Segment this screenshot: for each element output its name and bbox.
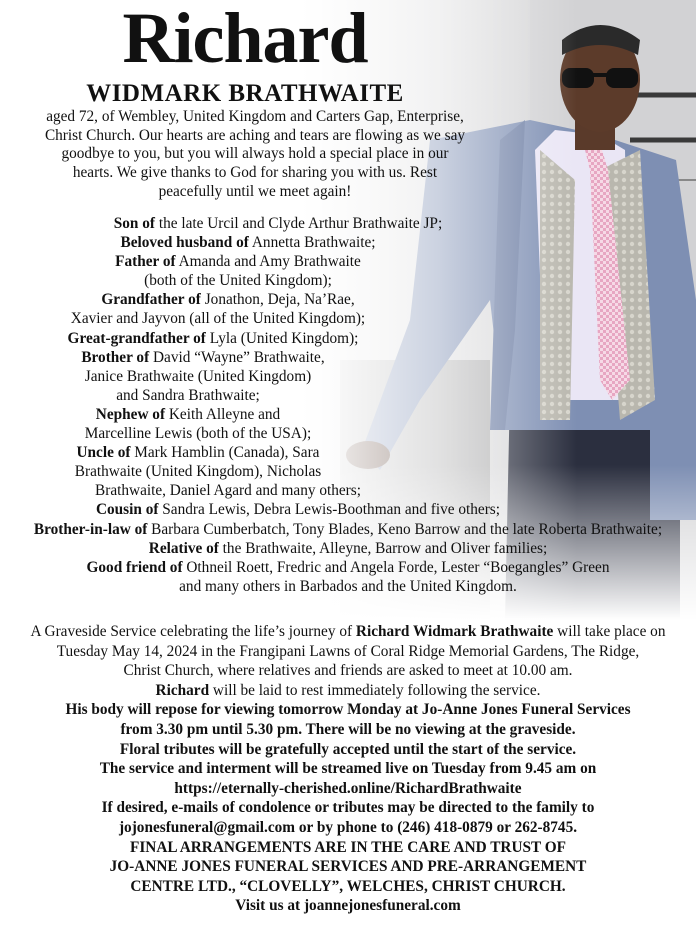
service-text: Tuesday May 14, 2024 in the Frangipani Lawns of Coral Ridge Memorial Gardens, The Ridge, xyxy=(56,642,640,660)
relation-label: Grandfather of xyxy=(101,291,201,309)
relation-text: Keith Alleyne and xyxy=(165,405,281,423)
intro-line: hearts. We give thanks to God for sharing you with us. Rest xyxy=(72,164,438,182)
relation-label: Uncle of xyxy=(76,444,131,462)
relation-text: Xavier and Jayvon (all of the United Kingdom); xyxy=(70,310,366,328)
service-line xyxy=(0,779,696,799)
relation-text: Mark Hamblin (Canada), Sara xyxy=(130,444,320,462)
service-details xyxy=(0,622,696,916)
relation-line xyxy=(0,462,546,481)
relation-line xyxy=(0,520,696,539)
service-text: Christ Church, where relatives and friends are asked to meet at 10.00 am. xyxy=(123,662,573,680)
service-line xyxy=(0,720,696,740)
service-text: His body will repose for viewing tomorrow Monday at Jo-Anne Jones Funeral Services xyxy=(65,701,631,719)
relation-label: Son of xyxy=(113,215,156,232)
service-line xyxy=(0,838,696,858)
intro-line: peacefully until we meet again! xyxy=(158,182,352,200)
relation-label: Brother of xyxy=(81,348,150,366)
relation-text: and many others in Barbados and the United Kingdom. xyxy=(179,577,517,595)
relation-text: Jonathon, Deja, Na’Rae, xyxy=(200,291,355,309)
service-line xyxy=(0,818,696,838)
service-text: FINAL ARRANGEMENTS ARE IN THE CARE AND TRUST OF xyxy=(129,838,567,856)
relation-line xyxy=(0,271,586,290)
relation-label: Relative of xyxy=(148,539,219,557)
service-text: Visit us at joannejonesfuneral.com xyxy=(235,897,461,915)
relation-text: and Sandra Brathwaite; xyxy=(116,386,260,404)
intro-line: aged 72, of Wembley, United Kingdom and Carters Gap, Enterprise, xyxy=(46,108,464,125)
relation-text: Brathwaite (United Kingdom), Nicholas xyxy=(74,463,322,481)
service-line xyxy=(0,622,696,642)
relation-line xyxy=(0,367,546,386)
relation-line xyxy=(0,424,546,443)
service-line xyxy=(0,700,696,720)
service-text: Floral tributes will be gratefully accepted until the start of the service. xyxy=(119,740,577,758)
service-line xyxy=(0,857,696,877)
relation-line xyxy=(0,252,586,271)
service-line xyxy=(0,798,696,818)
intro-line: goodbye to you, but you will always hold a special place in our xyxy=(61,145,449,163)
service-text: If desired, e-mails of condolence or tributes may be directed to the family to xyxy=(101,799,595,817)
relation-label: Father of xyxy=(115,253,176,271)
intro-paragraph xyxy=(10,108,500,202)
service-text: A Graveside Service celebrating the life’s journey of xyxy=(30,623,356,640)
relation-text: (both of the United Kingdom); xyxy=(144,272,332,290)
service-line xyxy=(0,877,696,897)
service-line xyxy=(0,759,696,779)
service-text: jojonesfuneral@gmail.com or by phone to (246) 418-0879 or 262-8745. xyxy=(118,818,578,836)
relation-text: Brathwaite, Daniel Agard and many others; xyxy=(95,482,361,500)
service-line xyxy=(0,681,696,701)
relation-label: Brother-in-law of xyxy=(33,520,148,538)
service-text: JO-ANNE JONES FUNERAL SERVICES AND PRE-ARRANGEMENT xyxy=(109,858,587,876)
relation-line xyxy=(0,233,596,252)
service-line xyxy=(0,661,696,681)
deceased-surname: WIDMARK BRATHWAITE xyxy=(86,80,404,107)
relation-line xyxy=(0,558,696,577)
relation-label: Good friend of xyxy=(86,558,183,576)
relation-line xyxy=(0,577,696,596)
relation-text: Marcelline Lewis (both of the USA); xyxy=(84,425,312,443)
service-text: The service and interment will be streamed live on Tuesday from 9.45 am on xyxy=(99,760,597,778)
relation-line xyxy=(0,405,536,424)
relation-line xyxy=(0,290,576,309)
relation-text: David “Wayne” Brathwaite, xyxy=(149,348,325,366)
relation-text: Othneil Roett, Fredric and Angela Forde, Lester “Boegangles” Green xyxy=(182,558,610,576)
service-line xyxy=(0,896,696,916)
service-text: Richard xyxy=(155,681,210,699)
relation-line xyxy=(0,386,536,405)
service-text: from 3.30 pm until 5.30 pm. There will be no viewing at the graveside. xyxy=(120,720,576,738)
relation-label: Cousin of xyxy=(95,501,159,519)
relation-text: Barbara Cumberbatch, Tony Blades, Keno Barrow and the late Roberta Brathwaite; xyxy=(147,520,663,538)
relation-line xyxy=(0,500,646,519)
relation-text: the Brathwaite, Alleyne, Barrow and Oliver families; xyxy=(218,539,548,557)
relation-line xyxy=(0,309,566,328)
relation-text: Annetta Brathwaite; xyxy=(248,234,376,252)
relation-line xyxy=(0,329,561,348)
relation-line xyxy=(0,539,696,558)
service-text: Richard Widmark Brathwaite xyxy=(355,623,554,640)
service-text: CENTRE LTD., “CLOVELLY”, WELCHES, CHRIST CHURCH. xyxy=(130,877,566,895)
service-text: will be laid to rest immediately following the service. xyxy=(209,681,541,699)
service-text: will take place on xyxy=(553,623,666,640)
relation-text: Lyla (United Kingdom); xyxy=(205,329,359,347)
relation-text: Janice Brathwaite (United Kingdom) xyxy=(84,367,312,385)
relation-label: Great-grandfather of xyxy=(67,329,206,347)
deceased-first-name: Richard xyxy=(122,0,368,78)
relation-label: Nephew of xyxy=(95,405,166,423)
service-line xyxy=(0,740,696,760)
relation-line xyxy=(0,443,546,462)
service-text: https://eternally-cherished.online/RichardBrathwaite xyxy=(174,779,522,797)
relation-text: the late Urcil and Clyde Arthur Brathwaite JP; xyxy=(155,215,443,232)
relation-line xyxy=(0,348,551,367)
relations-list xyxy=(0,214,696,596)
relation-line xyxy=(0,214,626,233)
relation-text: Amanda and Amy Brathwaite xyxy=(175,253,361,271)
relation-text: Sandra Lewis, Debra Lewis-Boothman and five others; xyxy=(158,501,501,519)
service-line xyxy=(0,642,696,662)
relation-label: Beloved husband of xyxy=(120,234,249,252)
relation-line xyxy=(0,481,576,500)
intro-line: Christ Church. Our hearts are aching and tears are flowing as we say xyxy=(44,126,466,144)
